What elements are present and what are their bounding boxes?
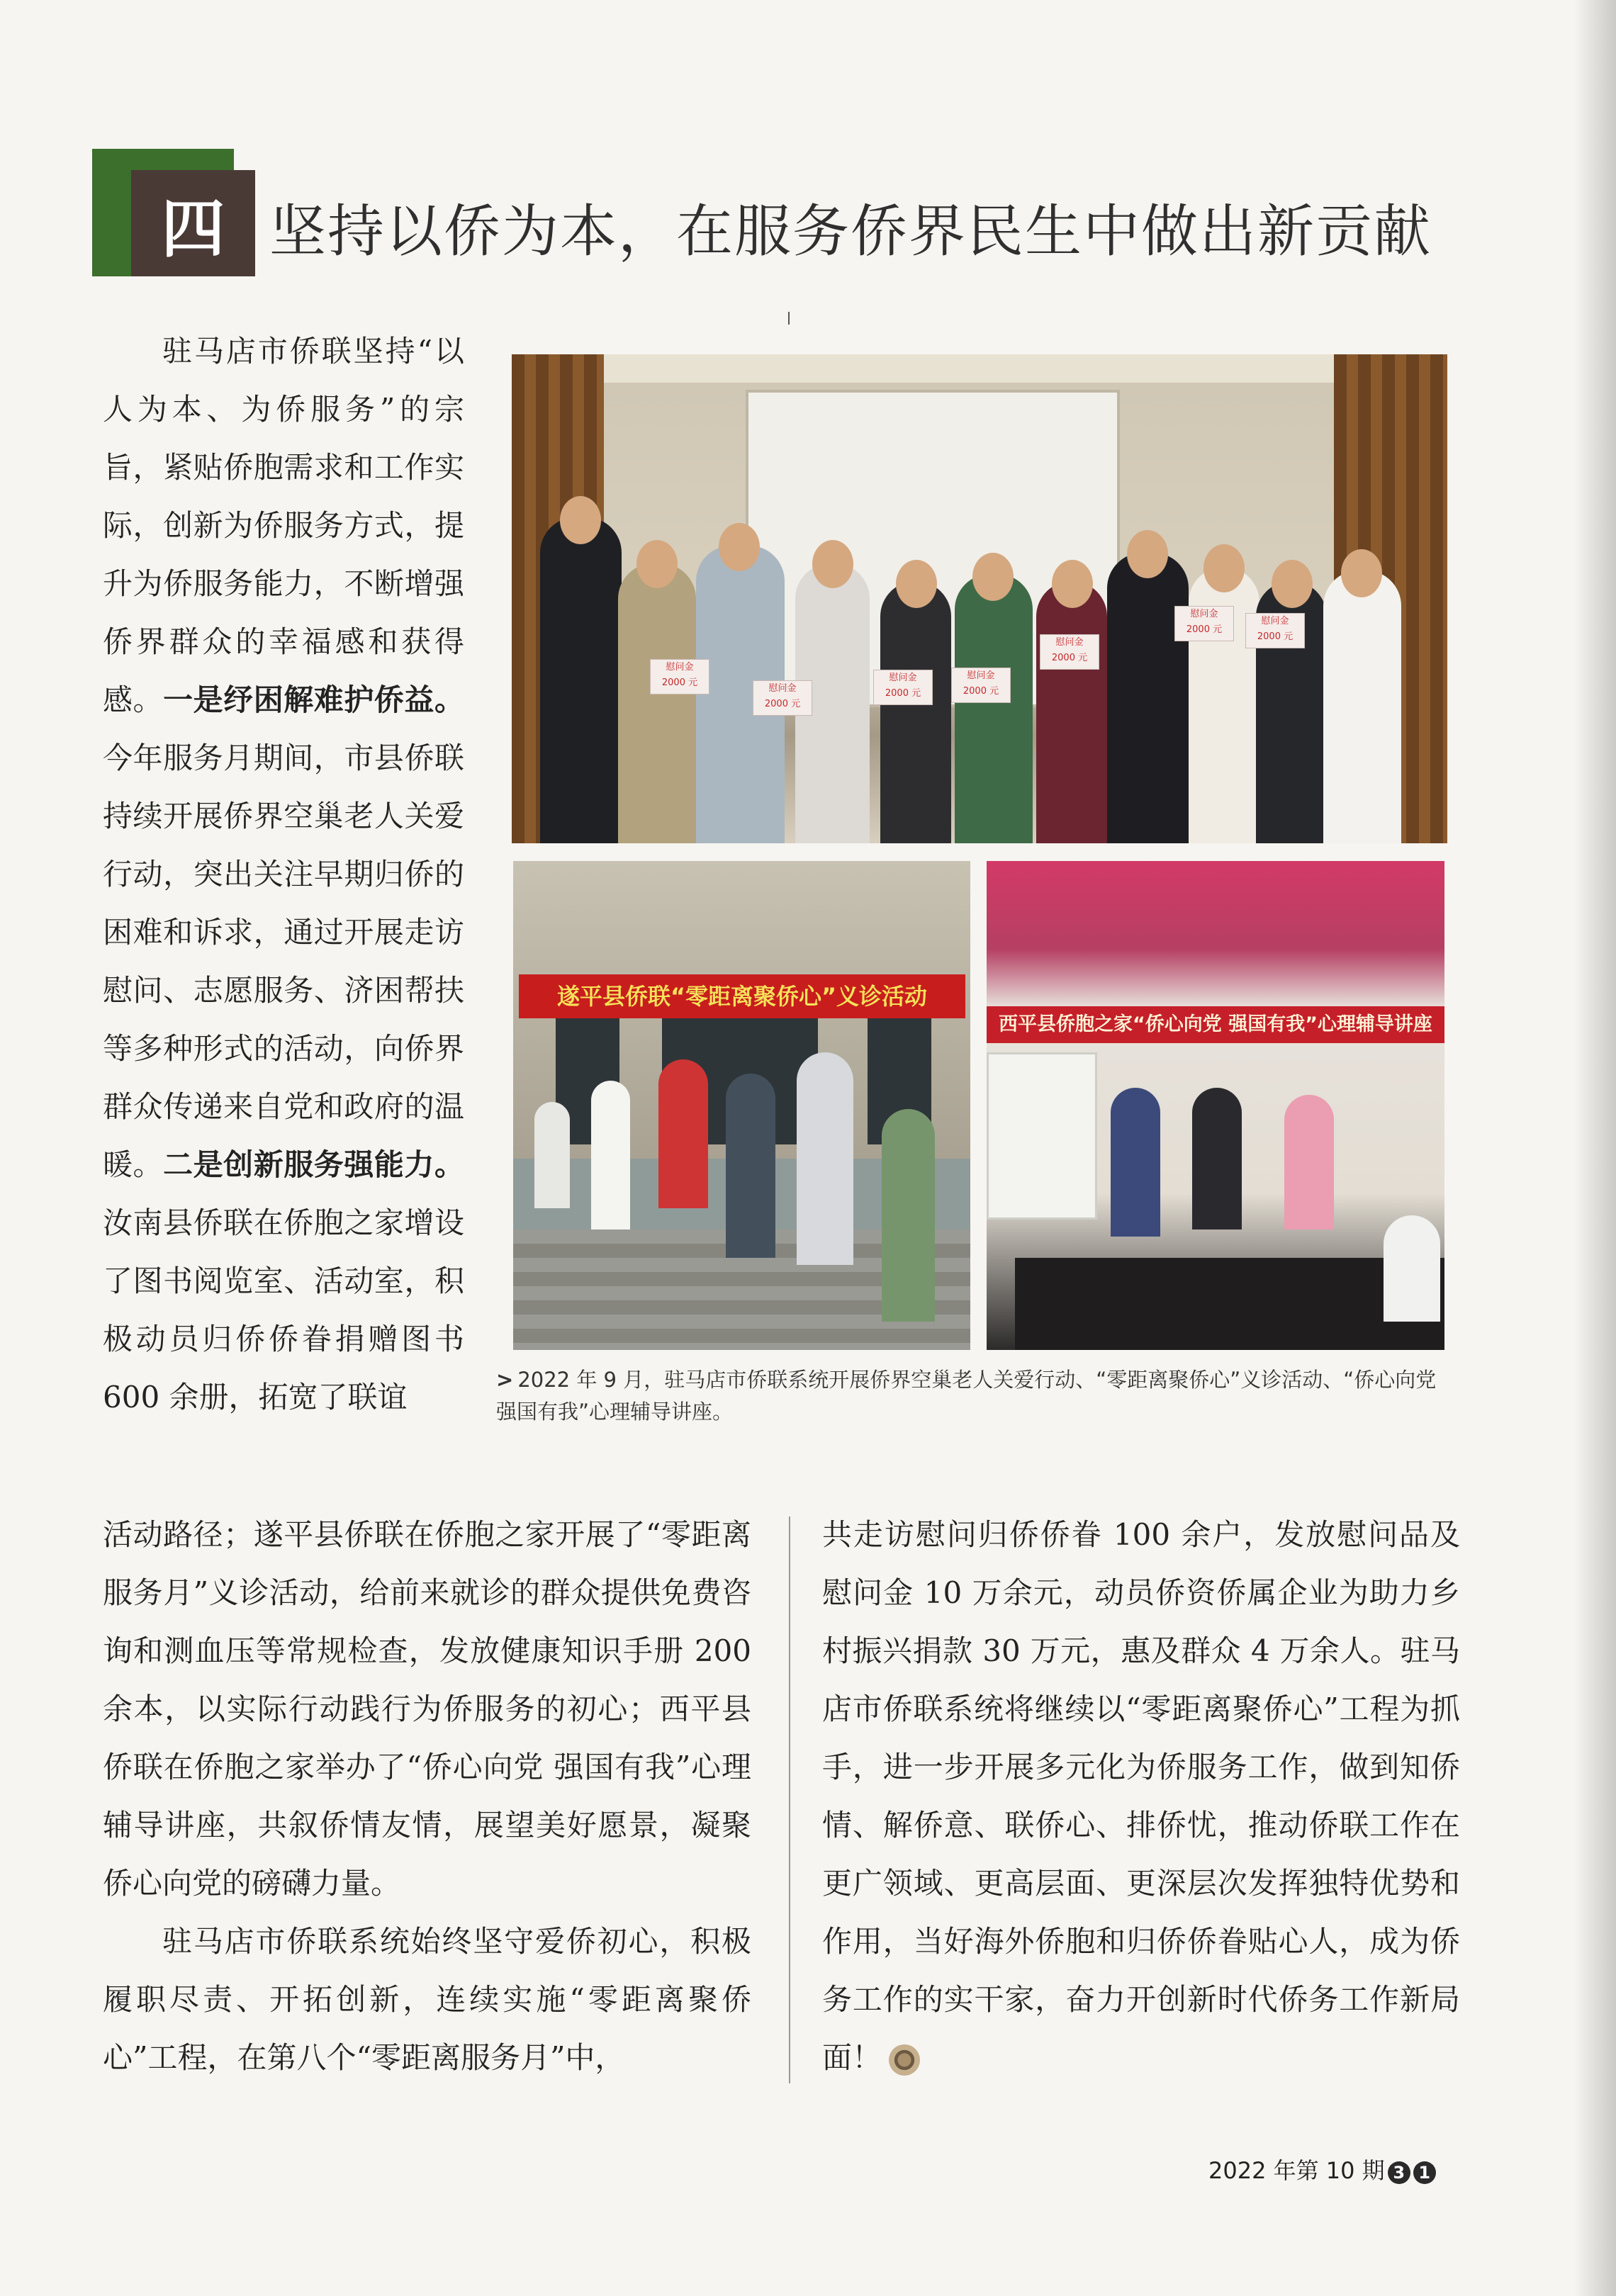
person-figure (880, 581, 951, 843)
page-edge-shadow (1573, 0, 1616, 2296)
body-text-narrow-column (103, 322, 464, 1426)
card-label: 慰问金 (666, 662, 694, 673)
person-figure (1323, 570, 1401, 843)
paragraph-1 (103, 322, 464, 1426)
card-label: 慰问金 (967, 670, 995, 681)
photo-free-clinic (513, 861, 970, 1350)
section-title: 坚持以侨为本，在服务侨界民生中做出新贡献 (269, 198, 1432, 264)
card-amount: 2000 元 (963, 686, 999, 697)
para1-heading-2: 二是创新服务强能力。 (163, 1147, 464, 1182)
para1-detail-2: 汝南县侨联在侨胞之家增设了图书阅览室、活动室，积极动员归侨侨眷捐赠图书 600 余册，拓宽了联谊 (103, 1205, 464, 1414)
card-label: 慰问金 (1190, 609, 1218, 619)
person-figure (1036, 581, 1107, 843)
person-figure (534, 1102, 570, 1208)
person-figure (1111, 1088, 1160, 1237)
para1-intro: 驻马店市侨联坚持“以人为本、为侨服务”的宗旨，紧贴侨胞需求和工作实际，创新为侨服务方式，提升为侨服务能力，不断增强侨界群众的幸福感和获得感。 (103, 334, 464, 717)
section-number: 四 (161, 192, 225, 266)
person-figure (658, 1059, 708, 1208)
page-footer (1208, 2153, 1436, 2185)
person-head (1052, 560, 1093, 608)
column-divider (789, 1516, 790, 2083)
display-board (987, 1052, 1097, 1220)
person-figure (1284, 1095, 1334, 1229)
person-head (636, 540, 678, 588)
person-figure (726, 1074, 775, 1258)
card-label: 慰问金 (889, 673, 917, 683)
person-head (1272, 560, 1313, 608)
card-amount: 2000 元 (764, 699, 801, 709)
person-figure (618, 563, 696, 843)
photo-counseling-lecture (987, 861, 1444, 1350)
condolence-card (1245, 613, 1305, 648)
body-text-right-column (822, 1506, 1460, 2087)
page-number-digit: 1 (1413, 2161, 1436, 2184)
paragraph-1-continued: 活动路径；遂平县侨联在侨胞之家开展了“零距离服务月”义诊活动，给前来就诊的群众提供免费咨询和测血压等常规检查，发放健康知识手册 200 余本，以实际行动践行为侨服务的初心；西平县侨联在侨胞之家举办了“侨心向党 强国有我”心理辅导讲座，共叙侨情友情，展望美好愿景，凝聚侨心向党的磅礴力量。 (103, 1517, 751, 1901)
person-head (1127, 530, 1168, 578)
person-figure (882, 1109, 935, 1322)
person-head (1341, 549, 1382, 597)
photo-ceiling (512, 354, 1447, 383)
issue-label: 2022 年第 10 期 (1208, 2157, 1385, 2184)
photo-caption (496, 1364, 1460, 1428)
paragraph-2-start: 驻马店市侨联系统始终坚守爱侨初心，积极履职尽责、开拓创新，连续实施“零距离聚侨心”工程，在第八个“零距离服务月”中， (103, 1924, 751, 2075)
photo-group-award (512, 354, 1447, 843)
person-figure (591, 1081, 630, 1229)
badge-dark-block (131, 170, 255, 276)
card-label: 慰问金 (1261, 616, 1289, 626)
card-label: 慰问金 (768, 683, 797, 694)
person-figure (1192, 1088, 1242, 1229)
para1-detail-1: 今年服务月期间，市县侨联持续开展侨界空巢老人关爱行动，突出关注早期归侨的困难和诉求，通过开展走访慰问、志愿服务、济困帮扶等多种形式的活动，向侨界群众传递来自党和政府的温暖。 (103, 741, 464, 1182)
lecture-banner: 西平县侨胞之家“侨心向党 强国有我”心理辅导讲座 (987, 1006, 1444, 1043)
person-head (719, 523, 760, 571)
paragraph-2-end (822, 1506, 1460, 2087)
card-amount: 2000 元 (1186, 624, 1223, 635)
condolence-card (1174, 606, 1234, 641)
audience-table (1015, 1258, 1444, 1350)
person-head (1203, 544, 1245, 592)
page-number-digit: 3 (1388, 2161, 1410, 2184)
condolence-card (873, 670, 933, 705)
caption-arrow-icon: > (496, 1368, 514, 1392)
body-text-left-column (103, 1506, 751, 2087)
person-figure (797, 1052, 853, 1265)
card-label: 慰问金 (1055, 637, 1084, 648)
para1-heading-1: 一是纾困解难护侨益。 (163, 682, 464, 717)
condolence-card (951, 668, 1011, 703)
clinic-banner: 遂平县侨联“零距离聚侨心”义诊活动 (519, 974, 965, 1018)
card-amount: 2000 元 (885, 688, 921, 699)
person-figure (955, 574, 1033, 843)
card-amount: 2000 元 (1257, 631, 1294, 642)
person-head (972, 553, 1014, 601)
section-number-badge (92, 149, 262, 276)
person-head (896, 560, 937, 608)
person-figure (1107, 553, 1189, 843)
person-figure (1384, 1215, 1440, 1322)
caption-text: 2022 年 9 月，驻马店市侨联系统开展侨界空巢老人关爱行动、“零距离聚侨心”义诊活动、“侨心向党 强国有我”心理辅导讲座。 (496, 1368, 1437, 1424)
paragraph-2-end-text: 共走访慰问归侨侨眷 100 余户，发放慰问品及慰问金 10 万余元，动员侨资侨属企业为助力乡村振兴捐款 30 万元，惠及群众 4 万余人。驻马店市侨联系统将继续以“零距离聚侨心”工程为抓手，进一步开展多元化为侨服务工作，做到知侨情、解侨意、联侨心、排侨忧，推动侨联工作在更广领域、更高层面、更深层次发挥独特优势和作用，当好海外侨胞和归侨侨眷贴心人，成为侨务工作的实干家，奋力开创新时代侨务工作新局面！ (822, 1517, 1460, 2075)
person-head (560, 496, 601, 544)
column-tick-mark (788, 312, 790, 325)
condolence-card (1040, 634, 1099, 670)
card-amount: 2000 元 (1051, 653, 1088, 663)
condolence-card (650, 659, 709, 694)
condolence-card (753, 680, 812, 716)
person-head (812, 540, 853, 588)
article-end-icon (889, 2044, 920, 2076)
person-figure (540, 517, 622, 843)
card-amount: 2000 元 (661, 677, 698, 688)
